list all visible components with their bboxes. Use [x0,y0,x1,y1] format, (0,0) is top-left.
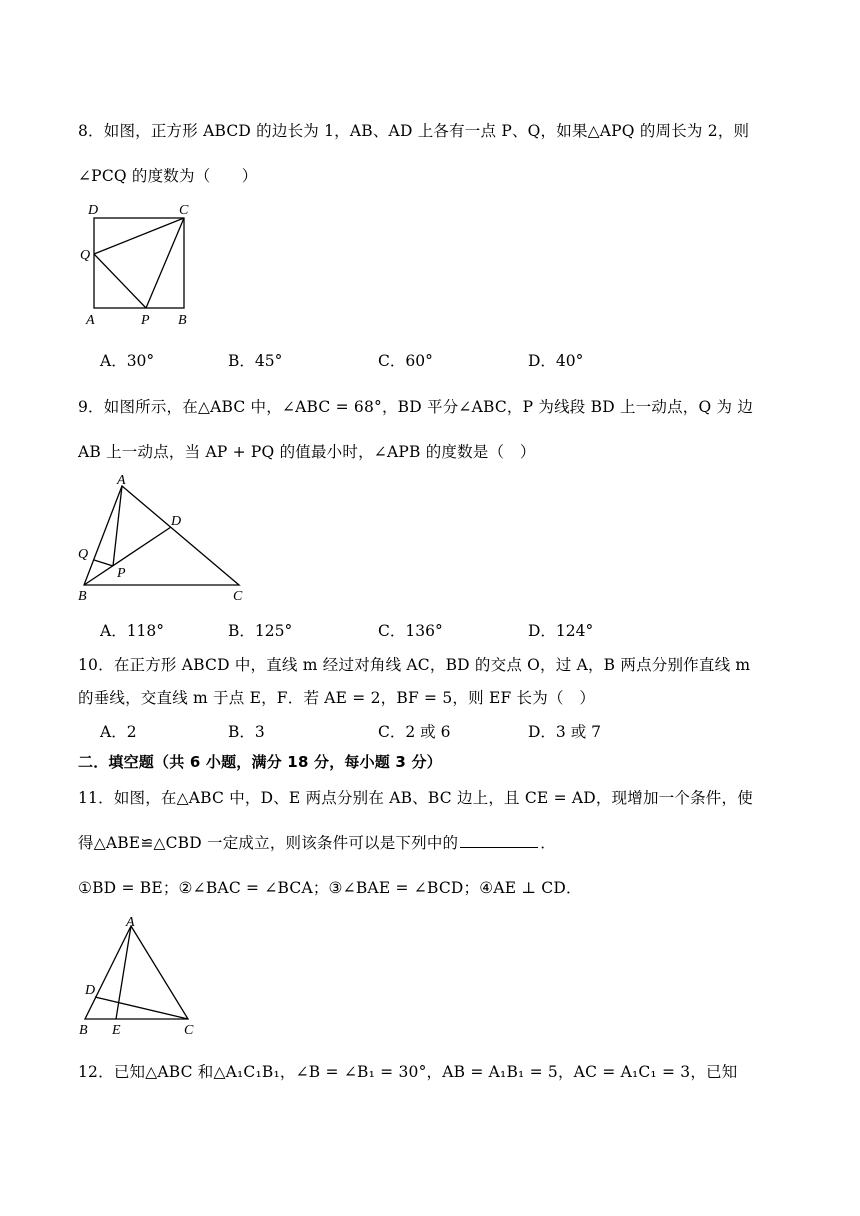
q9-text-line1: 9．如图所示，在△ABC 中，∠ABC = 68°，BD 平分∠ABC，P 为线段 BD 上一动点，Q 为 边 [78,398,754,416]
q8-label-d: D [88,203,99,218]
q8-label-p: P [141,313,150,328]
q10-option-b[interactable]: B．3 [228,723,265,741]
q8-option-c[interactable]: C．60° [378,352,433,370]
q11-triangle-abc [85,926,188,1019]
section-fill-in-title: 二．填空题（共 6 小题，满分 18 分，每小题 3 分） [78,753,442,771]
q11-segment-dc [95,997,188,1019]
q8-option-a[interactable]: A．30° [100,352,155,370]
q11-label-d: D [85,983,96,998]
q8-square-figure [80,200,200,330]
q9-triangle-figure [76,472,256,607]
q11-label-c: C [184,1023,194,1038]
q8-label-c: C [179,203,189,218]
q9-label-c: C [233,589,243,604]
q8-text-line1: 8．如图，正方形 ABCD 的边长为 1，AB、AD 上各有一点 P、Q，如果△APQ 的周长为 2，则 [78,122,750,140]
q8-label-a: A [86,313,95,328]
q12-text-line1: 12．已知△ABC 和△A₁C₁B₁，∠B = ∠B₁ = 30°，AB = A₁B₁ = 5，AC = A₁C₁ = 3，已知 [78,1063,738,1081]
q8-label-b: B [178,313,187,328]
q9-option-b[interactable]: B．125° [228,622,293,640]
q8-label-q: Q [80,248,91,263]
q8-option-d[interactable]: D．40° [528,352,584,370]
q9-label-p: P [117,566,126,581]
q11-conditions: ①BD = BE；②∠BAC = ∠BCA；③∠BAE = ∠BCD；④AE ⊥ CD． [78,879,582,897]
q11-triangle-figure [76,914,206,1039]
q11-label-a: A [126,915,135,930]
q10-option-c[interactable]: C．2 或 6 [378,723,451,741]
q9-label-a: A [117,473,126,488]
q9-text-line2: AB 上一动点，当 AP + PQ 的值最小时，∠APB 的度数是（ ） [78,443,536,461]
q9-label-d: D [171,514,182,529]
q9-segment-bd [84,527,171,585]
q11-text-line1: 11．如图，在△ABC 中，D、E 两点分别在 AB、BC 边上，且 CE = AD，现增加一个条件，使 [78,789,753,807]
q9-segment-pq [94,560,113,566]
q10-text-line1: 10．在正方形 ABCD 中，直线 m 经过对角线 AC，BD 的交点 O，过 A，B 两点分别作直线 m [78,656,751,674]
q9-option-c[interactable]: C．136° [378,622,443,640]
q11-text-line2 [78,831,556,853]
q8-square-abcd [94,218,184,308]
q9-label-b: B [78,589,87,604]
q11-line2-text: 得△ABE≌△CBD 一定成立，则该条件可以是下列中的 [78,834,459,852]
q10-option-d[interactable]: D．3 或 7 [528,723,602,741]
q9-label-q: Q [78,547,89,562]
q10-option-a[interactable]: A．2 [100,723,137,741]
q11-line2-end: ． [540,834,556,852]
q11-answer-blank[interactable] [460,833,538,848]
q8-option-b[interactable]: B．45° [228,352,283,370]
q9-option-a[interactable]: A．118° [100,622,165,640]
q9-option-d[interactable]: D．124° [528,622,594,640]
q11-label-e: E [112,1023,121,1038]
q11-label-b: B [79,1023,88,1038]
q10-text-line2: 的垂线，交直线 m 于点 E，F．若 AE = 2，BF = 5，则 EF 长为（ ） [78,689,596,707]
q8-text-line2: ∠PCQ 的度数为（ ） [78,167,258,185]
q8-segment-qp [94,254,146,308]
